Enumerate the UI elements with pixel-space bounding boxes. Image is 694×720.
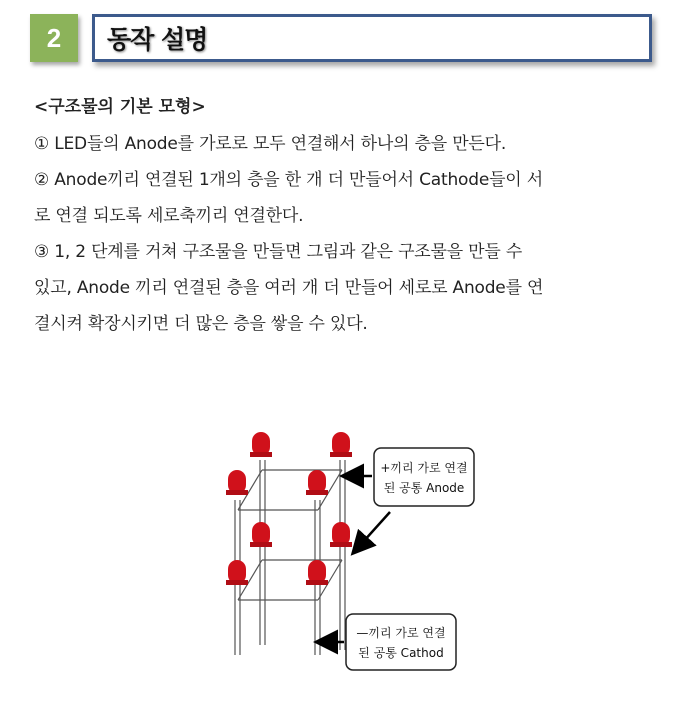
anode-arrow-lower: [354, 512, 390, 552]
description-body: [34, 92, 660, 342]
section-header: [0, 0, 694, 80]
vertical-wires: [235, 460, 345, 655]
led: [306, 560, 328, 585]
text-line: 결시켜 확장시키면 더 많은 층을 쌓을 수 있다.: [34, 314, 368, 334]
led: [330, 432, 352, 457]
anode-callout-line2: 된 공통 Anode: [383, 481, 465, 495]
anode-callout: [374, 448, 474, 506]
text-line: ③ 1, 2 단계를 거쳐 구조물을 만들면 그림과 같은 구조물을 만들 수: [34, 242, 523, 262]
text-line: 있고, Anode 끼리 연결된 층을 여러 개 더 만들어 세로로 Anode를 연: [34, 278, 544, 298]
led: [226, 470, 248, 495]
led-cube-diagram: [190, 410, 490, 710]
cathode-callout-line2: 된 공통 Cathod: [358, 646, 444, 660]
section-title: 동작 설명: [107, 25, 208, 54]
section-number-badge: 2: [30, 14, 78, 62]
section-title-box: [92, 14, 652, 62]
led-cube-figure: [190, 410, 490, 710]
text-line: ② Anode끼리 연결된 1개의 층을 한 개 더 만들어서 Cathode들이 서: [34, 170, 543, 190]
anode-callout-line1: +끼리 가로 연결: [380, 461, 468, 475]
led: [330, 522, 352, 547]
subheading: <구조물의 기본 모형>: [34, 97, 206, 117]
cathode-callout-line1: —끼리 가로 연결: [356, 626, 446, 640]
led: [250, 522, 272, 547]
led: [306, 470, 328, 495]
text-line: ① LED들의 Anode를 가로로 모두 연결해서 하나의 층을 만든다.: [34, 134, 507, 154]
led: [250, 432, 272, 457]
text-line: 로 연결 되도록 세로축끼리 연결한다.: [34, 206, 304, 226]
led: [226, 560, 248, 585]
cathode-callout: [346, 614, 456, 670]
